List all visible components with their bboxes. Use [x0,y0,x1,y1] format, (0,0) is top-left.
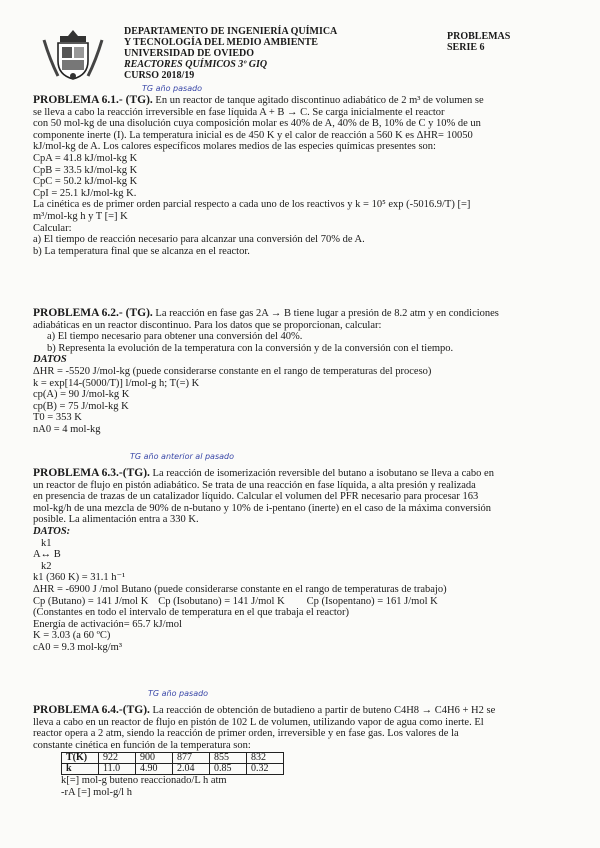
header-series: SERIE 6 [447,42,485,53]
p1-cp-b: CpB = 33.5 kJ/mol-kg K [33,164,138,176]
p1-line-7: m³/mol-kg h y T [=] K [33,210,128,222]
problem-6-1-title: PROBLEMA 6.1.- (TG). [33,94,153,106]
p2-line-2: adiabáticas en un reactor discontinuo. Para los datos que se proporcionan, calcular: [33,319,382,331]
p4-line-1: La reacción de obtención de butadieno a partir de buteno C4H8 → C4H6 + H2 se [152,705,496,716]
p2-d3: cp(A) = 90 J/mol-kg K [33,389,130,401]
header-problems: PROBLEMAS [447,31,511,42]
table-cell: 877 [173,753,210,764]
table-cell: 4.90 [136,764,173,775]
p2-item-a: a) El tiempo necesario para obtener una conversión del 40%. [47,331,303,343]
p1-item-b: b) La temperatura final que se alcanza en el reactor. [33,245,250,257]
p2-d2: k = exp[14-(5000/T)] l/mol-g h; T(=) K [33,377,200,389]
p1-line-5: kJ/mol-kg de A. Los calores específicos molares medios de las especies químicas presentes son: [33,141,436,153]
p3-datos: DATOS: [33,525,71,537]
table-cell: 832 [247,753,284,764]
p2-d1: ΔHR = -5520 J/mol-kg (puede considerarse constante en el rango de temperaturas del proceso) [33,365,432,377]
p3-cp-isobutano: Cp (Isobutano) = 141 J/mol K [158,595,285,607]
table-cell: 900 [136,753,173,764]
problem-6-2 [33,308,573,436]
p3-d2: ΔHR = -6900 J /mol Butano (puede considerarse constante en el rango de temperaturas de trabajo) [33,583,447,595]
handwritten-note-3: TG año pasado [148,689,209,698]
header-university: UNIVERSIDAD DE OVIEDO [124,48,255,59]
problem-6-3 [33,468,573,654]
p2-datos: DATOS [33,354,67,366]
p3-reaction: A↔ B [33,549,61,561]
table-cell: 11.0 [99,764,136,775]
p1-cp-c: CpC = 50.2 kJ/mol-kg K [33,176,138,188]
p3-cp-butano: Cp (Butano) = 141 J/mol K [33,595,149,607]
p1-cp-i: CpI = 25.1 kJ/mol-kg K. [33,187,137,199]
p4-units-ra: -rA [=] mol-g/l h [61,786,132,798]
p1-line-2: se lleva a cabo la reacción irreversible en fase líquida A + B → C. Se carga inicialmente el reactor [33,106,445,118]
problem-6-4 [33,705,573,799]
p4-line-3: reactor opera a 2 atm, siendo la reacción de primer orden, irreversible y en fase gas. Los valores de la [33,728,459,740]
header-dept-line-2: Y TECNOLOGÍA DEL MEDIO AMBIENTE [124,37,318,48]
p3-d7: cA0 = 9.3 mol-kg/m³ [33,641,122,653]
table-row [62,764,284,775]
table-cell: 0.32 [247,764,284,775]
problem-6-1 [33,95,573,257]
table-row [62,753,284,764]
table-header-k: k [62,764,99,775]
p1-item-a: a) El tiempo de reacción necesario para alcanzar una conversión del 70% de A. [33,234,365,246]
p3-k2: k2 [41,560,52,572]
table-cell: 855 [210,753,247,764]
header-year: CURSO 2018/19 [124,70,195,81]
p4-line-2: lleva a cabo en un reactor de flujo en pistón de 102 L de volumen, utilizando vapor de agua como inerte. El [33,716,484,728]
p1-line-6: La cinética es de primer orden parcial respecto a cada uno de los reactivos y k = 10⁵ exp (-5016.9/T) [=] [33,199,471,211]
p3-d1: k1 (360 K) = 31.1 h⁻¹ [33,572,126,584]
university-crest-icon [38,26,108,82]
p3-k1: k1 [41,537,52,549]
p3-cp-line [33,596,573,608]
problem-6-2-title: PROBLEMA 6.2.- (TG). [33,307,153,319]
p3-d4: (Constantes en todo el intervalo de temperatura en el que trabaja el reactor) [33,607,350,619]
table-cell: 0.85 [210,764,247,775]
p3-line-3: en presencia de trazas de un catalizador líquido. Calcular el volumen del PFR necesario para procesar 163 [33,491,479,503]
p2-d5: T0 = 353 K [33,412,82,424]
kinetics-table [61,752,284,775]
p1-cp-a: CpA = 41.8 kJ/mol-kg K [33,152,138,164]
p2-d4: cp(B) = 75 J/mol-kg K [33,400,129,412]
p3-cp-isopentano: Cp (Isopentano) = 161 J/mol K [306,595,438,607]
p3-line-4: mol-kg/h de una mezcla de 90% de n-butano y 10% de i-pentano (inerte) en el caso de la máxima conversión [33,502,492,514]
p4-line-4: constante cinética en función de la temperatura son: [33,739,251,751]
handwritten-note-2: TG año anterior al pasado [130,452,234,461]
p1-line-1: En un reactor de tanque agitado discontinuo adiabático de 2 m³ de volumen se [155,95,484,106]
p3-d6: K = 3.03 (a 60 ºC) [33,630,111,642]
handwritten-note-1: TG año pasado [142,84,203,93]
header-course: REACTORES QUÍMICOS 3º GIQ [124,59,268,70]
p3-line-1: La reacción de isomerización reversible del butano a isobutano se lleva a cabo en [152,468,494,479]
table-header-t: T(K) [62,753,99,764]
header-dept-line-1: DEPARTAMENTO DE INGENIERÍA QUÍMICA [124,26,338,37]
p2-d6: nA0 = 4 mol-kg [33,423,101,435]
p1-line-3: con 50 mol-kg de una disolución cuya composición molar es 40% de A, 40% de B, 10% de C y 10% de un [33,118,481,130]
p3-line-5: posible. La alimentación entra a 330 K. [33,514,199,526]
p3-d5: Energía de activación= 65.7 kJ/mol [33,618,182,630]
table-cell: 2.04 [173,764,210,775]
p2-item-b: b) Representa la evolución de la temperatura con la conversión y de la conversión con el tiempo. [47,342,454,354]
p1-line-4: componente inerte (I). La temperatura inicial es de 450 K y el calor de reacción a 560 K es ΔHR= 10050 [33,129,473,141]
p4-units-k: k[=] mol-g buteno reaccionado/L h atm [61,775,227,787]
p3-line-2: un reactor de flujo en pistón adiabático. Se trata de una reacción en fase líquida, a alta presión y realizada [33,479,476,491]
problem-6-4-title: PROBLEMA 6.4.-(TG). [33,704,150,716]
p1-calcular: Calcular: [33,222,72,234]
p2-line-1: La reacción en fase gas 2A → B tiene lugar a presión de 8.2 atm y en condiciones [155,308,499,319]
problem-6-3-title: PROBLEMA 6.3.-(TG). [33,467,150,479]
table-cell: 922 [99,753,136,764]
